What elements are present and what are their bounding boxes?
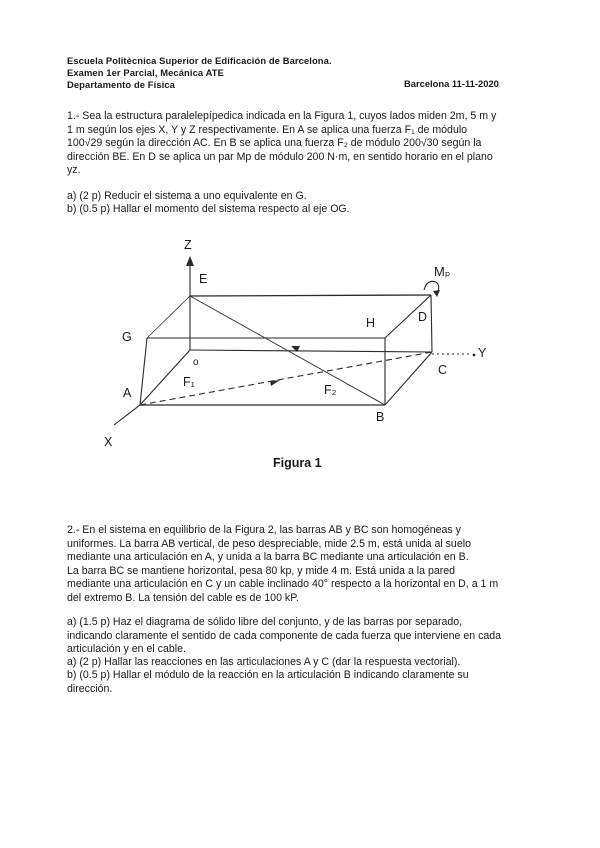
- problem-2-question-a-line: a) (1.5 p) Haz el diagrama de sólido libre del conjunto, y de las barras por separado,: [67, 616, 463, 628]
- edge-o-c: [190, 350, 432, 352]
- label-y: Y: [478, 346, 487, 360]
- school-name: Escuela Politècnica Superior de Edificación de Barcelona.: [67, 55, 332, 66]
- problem-2-question-b: a) (2 p) Hallar las reacciones en las articulaciones A y C (dar la respuesta vectorial).: [67, 656, 461, 668]
- y-axis-dot: [473, 354, 475, 356]
- problem-1-line: 1 m según los ejes X, Y y Z respectivamente. En A se aplica una fuerza F₁ de módulo: [67, 123, 468, 136]
- edge-g-e: [147, 296, 190, 338]
- problem-2-question-c-line: dirección.: [67, 682, 113, 695]
- label-a: A: [123, 386, 132, 400]
- z-axis-arrowhead: [186, 256, 194, 266]
- problem-2-question-c-line: b) (0.5 p) Hallar el módulo de la reacción en la articulación B indicando claramente su: [67, 669, 469, 681]
- problem-1-line: 100√29 según la dirección AC. En B se aplica una fuerza F₂ de módulo 200√30 según la: [67, 137, 482, 149]
- problem-2-line: uniformes. La barra AB vertical, de peso despreciable, mide 2.5 m, está unida al suelo: [67, 537, 471, 550]
- label-e: E: [199, 272, 208, 286]
- x-axis: [114, 405, 140, 425]
- figure-1-caption: Figura 1: [273, 456, 322, 470]
- problem-2-statement: [67, 524, 533, 605]
- problem-1-line: yz.: [67, 164, 81, 176]
- problem-2-line: del extremo B. La tensión del cable es de 100 kP.: [67, 591, 299, 604]
- label-h: H: [366, 316, 376, 330]
- problem-2-question-c: [67, 669, 533, 696]
- problem-2-line: 2.- En el sistema en equilibrio de la Figura 2, las barras AB y BC son homogéneas y: [67, 524, 461, 536]
- problem-2-line: mediante una articulación en A, y unida a la barra BC mediante una articulación en B.: [67, 551, 469, 563]
- problem-1-line: 1.- Sea la estructura paralelepípedica indicada en la Figura 1, cuyos lados miden 2m, 5 m y: [67, 110, 497, 122]
- problem-2-question-a-line: articulación y en el cable.: [67, 643, 186, 655]
- exam-date: Barcelona 11-11-2020: [404, 78, 499, 89]
- problem-1-question-a: a) (2 p) Reducir el sistema a uno equivalente en G.: [67, 190, 307, 202]
- label-mp: Mₚ: [434, 264, 451, 279]
- edge-g-a: [140, 338, 147, 405]
- label-x: X: [104, 435, 113, 449]
- problem-1-question-b: b) (0.5 p) Hallar el momento del sistema respecto al eje OG.: [67, 203, 350, 215]
- label-z: Z: [184, 238, 192, 252]
- label-g: G: [122, 330, 132, 344]
- edge-e-d: [190, 295, 431, 296]
- department-name: Departamento de Física: [67, 79, 175, 90]
- label-c: C: [438, 363, 448, 377]
- problem-2-question-a-line: indicando claramente el sentido de cada componente de cada fuerza que interviene en cada: [67, 629, 502, 642]
- force-f1-arrowhead: [270, 380, 280, 386]
- label-o: o: [193, 357, 199, 368]
- exam-title: Examen 1er Parcial, Mecánica ATE: [67, 67, 224, 78]
- problem-2-line: mediante una articulación en C y un cable inclinado 40° respecto a la horizontal en D, a 1 m: [67, 578, 499, 590]
- label-f1: F₁: [183, 375, 195, 389]
- problem-2-question-a: [67, 616, 533, 657]
- edge-b-c: [385, 352, 432, 405]
- edge-d-c: [431, 295, 432, 352]
- problem-2-line: La barra BC se mantiene horizontal, pesa 80 kp, y mide 4 m. Está unida a la pared: [67, 564, 456, 577]
- label-b: B: [376, 410, 385, 424]
- problem-1-line: dirección BE. En D se aplica un par Mp de módulo 200 N·m, en sentido horario en el plano: [67, 150, 493, 163]
- couple-mp-arrowhead: [433, 290, 440, 297]
- label-d: D: [418, 310, 428, 324]
- label-f2: F₂: [324, 383, 337, 397]
